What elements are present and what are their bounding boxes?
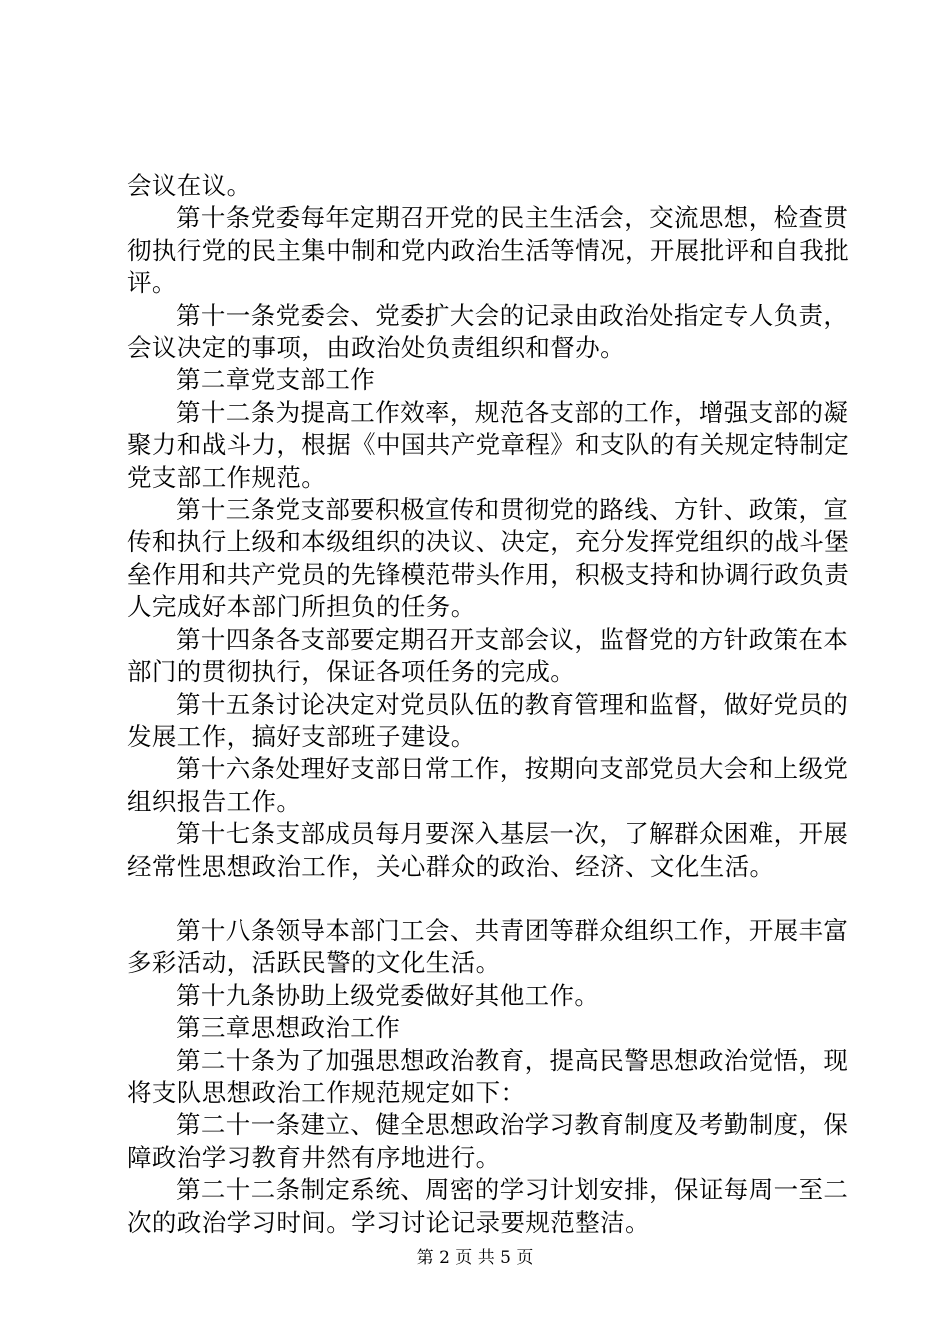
article-14: 第十四条各支部要定期召开支部会议，监督党的方针政策在本部门的贯彻执行，保证各项任务的完成。: [127, 624, 849, 687]
article-22: 第二十二条制定系统、周密的学习计划安排，保证每周一至二次的政治学习时间。学习讨论记录要规范整洁。: [127, 1175, 849, 1237]
article-13: 第十三条党支部要积极宣传和贯彻党的路线、方针、政策，宣传和执行上级和本级组织的决议、决定，充分发挥党组织的战斗堡垒作用和共产党员的先锋模范带头作用，积极支持和协调行政负责人完成好本部门所担负的任务。: [127, 495, 850, 622]
article-17: 第十七条支部成员每月要深入基层一次，了解群众困难，开展经常性思想政治工作，关心群众的政治、经济、文化生活。: [127, 819, 849, 881]
article-11: 第十一条党委会、党委扩大会的记录由政治处指定专人负责，会议决定的事项，由政治处负责组织和督办。: [127, 300, 849, 363]
article-10: 第十条党委每年定期召开党的民主生活会，交流思想，检查贯彻执行党的民主集中制和党内政治生活等情况，开展批评和自我批评。: [127, 203, 850, 298]
article-16: 第十六条处理好支部日常工作，按期向支部党员大会和上级党组织报告工作。: [127, 754, 849, 816]
paragraph-continuation: 会议在议。: [127, 171, 252, 200]
article-12: 第十二条为提高工作效率，规范各支部的工作，增强支部的凝聚力和战斗力，根据《中国共产党章程》和支队的有关规定特制定党支部工作规范。: [127, 397, 850, 492]
page-number-footer: 第 2 页 共 5 页: [416, 1248, 534, 1268]
article-15: 第十五条讨论决定对党员队伍的教育管理和监督，做好党员的发展工作，搞好支部班子建设。: [127, 689, 849, 751]
article-21: 第二十一条建立、健全思想政治学习教育制度及考勤制度，保障政治学习教育井然有序地进行。: [127, 1110, 849, 1172]
chapter-3-heading: 第三章思想政治工作: [176, 1013, 401, 1043]
chapter-2-heading: 第二章党支部工作: [176, 365, 376, 395]
document-body: [127, 170, 857, 1239]
article-18: 第十八条领导本部门工会、共青团等群众组织工作，开展丰富多彩活动，活跃民警的文化生活。: [127, 915, 849, 978]
article-19: 第十九条协助上级党委做好其他工作。: [176, 980, 600, 1010]
article-20: 第二十条为了加强思想政治教育，提高民警思想政治觉悟，现将支队思想政治工作规范规定如下：: [127, 1045, 849, 1107]
